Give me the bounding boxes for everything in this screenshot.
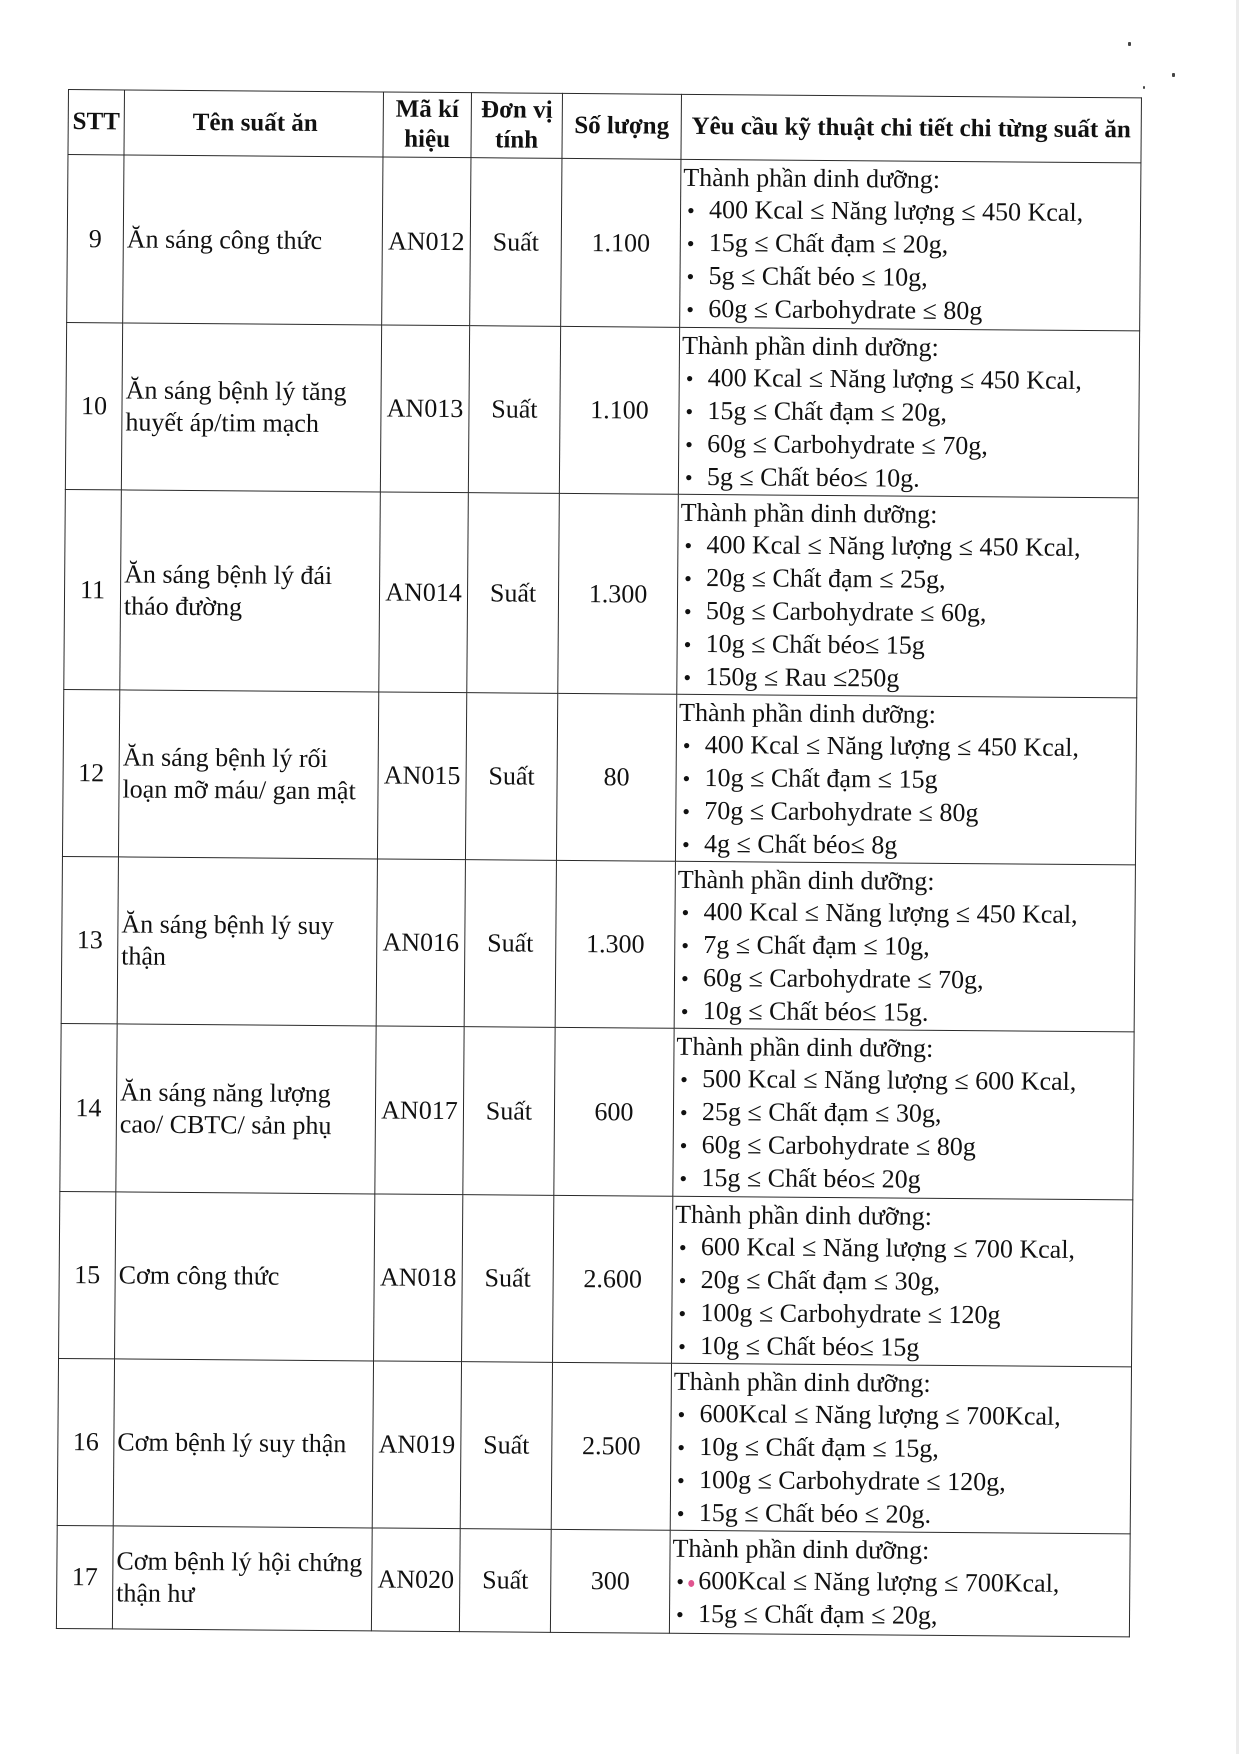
nutrition-spec <box>672 1197 1132 1367</box>
bullet-icon: • <box>678 1333 686 1359</box>
spec-item <box>673 1497 1130 1534</box>
spec-title: Thành phần dinh dưỡng: <box>683 162 941 194</box>
row-unit: Suất <box>460 1362 552 1530</box>
nutrition-spec <box>676 695 1136 865</box>
row-spec <box>677 494 1139 698</box>
row-stt: 17 <box>56 1525 113 1628</box>
row-unit: Suất <box>465 693 557 861</box>
spec-item <box>674 1297 1131 1334</box>
spec-item <box>675 1231 1132 1268</box>
bullet-icon: • <box>684 565 692 591</box>
spec-item <box>677 929 1134 966</box>
row-quantity: 1.100 <box>559 326 679 494</box>
spec-item-text: 50g ≤ Carbohydrate ≤ 60g, <box>705 596 987 628</box>
spec-item-text: 400 Kcal ≤ Năng lượng ≤ 450 Kcal, <box>706 530 1081 562</box>
row-stt: 10 <box>65 322 122 489</box>
spec-item-text: 15g ≤ Chất đạm ≤ 20g, <box>708 228 949 259</box>
spec-item-text: 600Kcal ≤ Năng lượng ≤ 700Kcal, <box>698 1565 1060 1598</box>
spec-item-text: 400 Kcal ≤ Năng lượng ≤ 450 Kcal, <box>703 897 1078 929</box>
spec-title: Thành phần dinh dưỡng: <box>673 1366 931 1398</box>
spec-item <box>678 828 1135 865</box>
table-row <box>60 1023 1134 1199</box>
row-quantity: 1.100 <box>561 158 681 327</box>
bullet-icon: • <box>685 365 694 391</box>
spec-item <box>673 1431 1130 1468</box>
row-stt: 9 <box>67 155 124 323</box>
spec-item <box>679 729 1136 766</box>
spec-item <box>682 293 1139 330</box>
row-code: AN014 <box>379 492 469 693</box>
row-quantity: 600 <box>554 1027 674 1196</box>
meal-spec-table <box>56 89 1142 1637</box>
spec-item <box>683 227 1140 264</box>
spec-item <box>681 428 1138 465</box>
bullet-icon: • <box>683 631 692 657</box>
nutrition-spec <box>670 1531 1130 1635</box>
bullet-icon: • <box>686 197 695 223</box>
bullet-icon: • <box>679 1165 688 1191</box>
bullet-icon: • <box>676 1568 685 1594</box>
spec-item-text: 4g ≤ Chất béo≤ 8g <box>703 829 898 860</box>
spec-item-text: 60g ≤ Carbohydrate ≤ 70g, <box>707 429 988 461</box>
spec-item-text: 15g ≤ Chất béo≤ 20g <box>701 1163 921 1194</box>
row-stt: 12 <box>62 689 119 856</box>
nutrition-spec <box>673 1029 1133 1199</box>
bullet-icon: • <box>679 1132 688 1158</box>
scan-speck <box>1172 73 1175 77</box>
table-row <box>56 1525 1130 1636</box>
bullet-icon: • <box>686 263 695 289</box>
bullet-icon: • <box>686 296 695 322</box>
spec-item <box>679 661 1136 698</box>
spec-item <box>680 529 1137 566</box>
spec-item-text: 70g ≤ Carbohydrate ≤ 80g <box>704 796 979 828</box>
row-spec <box>669 1530 1130 1637</box>
row-unit: Suất <box>464 860 556 1028</box>
spec-item <box>677 896 1134 933</box>
spec-item-text: 60g ≤ Carbohydrate ≤ 80g <box>701 1130 976 1162</box>
row-stt: 16 <box>57 1358 114 1525</box>
table-row <box>65 322 1139 497</box>
row-meal-name: Ăn sáng bệnh lý rối loạn mỡ máu/ gan mật <box>118 690 378 859</box>
spec-item-text: 400 Kcal ≤ Năng lượng ≤ 450 Kcal, <box>707 363 1082 395</box>
spec-title: Thành phần dinh dưỡng: <box>681 330 939 362</box>
row-code: AN016 <box>376 859 465 1027</box>
nutrition-spec <box>677 495 1138 698</box>
spec-item-text: 100g ≤ Carbohydrate ≤ 120g, <box>698 1464 1006 1497</box>
spec-item <box>681 461 1138 498</box>
spec-title: Thành phần dinh dưỡng: <box>679 697 936 729</box>
row-spec <box>674 861 1135 1032</box>
row-spec <box>680 159 1141 331</box>
bullet-icon: • <box>681 932 690 958</box>
spec-item <box>682 260 1139 297</box>
row-meal-name: Cơm công thức <box>115 1192 375 1361</box>
ink-mark-icon <box>688 1579 694 1586</box>
table-row <box>67 155 1141 331</box>
bullet-icon: • <box>682 798 691 824</box>
table-row <box>62 689 1136 864</box>
nutrition-spec <box>680 160 1140 330</box>
bullet-icon: • <box>676 1500 685 1526</box>
spec-item-text: 20g ≤ Chất đạm ≤ 25g, <box>706 563 946 594</box>
header-qty: Số lượng <box>562 93 682 159</box>
spec-item-text: 15g ≤ Chất đạm ≤ 20g, <box>707 396 948 427</box>
bullet-icon: • <box>684 464 693 490</box>
bullet-icon: • <box>682 765 691 791</box>
spec-item <box>672 1565 1129 1602</box>
row-code: AN013 <box>380 325 469 493</box>
spec-item <box>676 1063 1133 1100</box>
row-code: AN020 <box>371 1528 460 1632</box>
table-row <box>59 1191 1133 1366</box>
row-unit: Suất <box>470 158 562 327</box>
row-meal-name: Cơm bệnh lý hội chứng thận hư <box>112 1526 372 1631</box>
bullet-icon: • <box>686 230 695 256</box>
spec-item-text: 25g ≤ Chất đạm ≤ 30g, <box>701 1097 942 1128</box>
row-quantity: 1.300 <box>558 493 679 694</box>
spec-item-text: 400 Kcal ≤ Năng lượng ≤ 450 Kcal, <box>708 195 1084 227</box>
table-row <box>57 1358 1131 1533</box>
row-meal-name: Ăn sáng công thức <box>123 155 383 325</box>
bullet-icon: • <box>683 664 692 690</box>
spec-item <box>680 628 1137 665</box>
spec-item-text: 15g ≤ Chất béo ≤ 20g. <box>698 1497 932 1529</box>
row-unit: Suất <box>459 1529 551 1633</box>
row-stt: 13 <box>61 856 118 1023</box>
spec-item <box>676 1129 1133 1166</box>
spec-item-text: 60g ≤ Carbohydrate ≤ 80g <box>708 294 983 326</box>
spec-item <box>677 995 1134 1032</box>
bullet-icon: • <box>678 1234 687 1260</box>
spec-item-text: 7g ≤ Chất đạm ≤ 10g, <box>703 930 930 961</box>
bullet-icon: • <box>678 1300 687 1326</box>
row-meal-name: Ăn sáng bệnh lý tăng huyết áp/tim mạch <box>121 323 381 492</box>
spec-item <box>681 395 1138 432</box>
spec-item-text: 20g ≤ Chất đạm ≤ 30g, <box>700 1265 941 1296</box>
header-unit: Đơn vị tính <box>471 93 563 159</box>
spec-item-text: 600Kcal ≤ Năng lượng ≤ 700Kcal, <box>699 1399 1061 1431</box>
row-unit: Suất <box>467 493 560 694</box>
bullet-icon: • <box>682 732 691 758</box>
spec-title: Thành phần dinh dưỡng: <box>675 1199 933 1231</box>
row-spec <box>678 327 1139 498</box>
row-quantity: 2.500 <box>551 1362 671 1530</box>
table-header-row <box>68 90 1141 163</box>
spec-item-text: 10g ≤ Chất béo≤ 15g <box>705 629 925 660</box>
spec-item-text: 10g ≤ Chất đạm ≤ 15g <box>704 763 938 794</box>
spec-item <box>673 1464 1130 1501</box>
table-row <box>64 489 1139 697</box>
spec-title: Thành phần dinh dưỡng: <box>676 1031 934 1063</box>
row-quantity: 1.300 <box>555 860 675 1028</box>
bullet-icon: • <box>680 998 689 1024</box>
spec-item <box>680 595 1137 632</box>
nutrition-spec <box>675 862 1135 1032</box>
bullet-icon: • <box>676 1467 685 1493</box>
nutrition-spec <box>679 328 1139 498</box>
bullet-icon: • <box>684 532 693 558</box>
bullet-icon: • <box>677 1434 686 1460</box>
row-quantity: 2.600 <box>553 1195 673 1363</box>
row-quantity: 300 <box>550 1529 670 1633</box>
row-meal-name: Ăn sáng bệnh lý đái tháo đường <box>120 490 381 692</box>
spec-item <box>680 562 1137 599</box>
bullet-icon: • <box>685 431 694 457</box>
bullet-icon: • <box>685 398 694 424</box>
spec-item <box>672 1598 1129 1635</box>
spec-item <box>682 362 1139 399</box>
row-unit: Suất <box>468 326 560 494</box>
header-name: Tên suất ăn <box>124 90 384 157</box>
row-code: AN015 <box>377 692 466 860</box>
bullet-icon: • <box>681 899 690 925</box>
header-stt: STT <box>68 90 125 155</box>
row-unit: Suất <box>463 1027 555 1196</box>
row-meal-name: Ăn sáng năng lượng cao/ CBTC/ sản phụ <box>116 1024 376 1194</box>
spec-item <box>678 795 1135 832</box>
row-spec <box>673 1028 1134 1200</box>
spec-item <box>675 1264 1132 1301</box>
spec-item <box>673 1398 1130 1435</box>
bullet-icon: • <box>675 1601 684 1627</box>
row-code: AN019 <box>372 1361 461 1529</box>
row-code: AN017 <box>375 1026 464 1195</box>
scan-speck <box>1143 86 1145 89</box>
row-quantity: 80 <box>556 693 676 861</box>
spec-item-text: 100g ≤ Carbohydrate ≤ 120g <box>700 1298 1001 1330</box>
spec-item <box>675 1162 1132 1199</box>
spec-item-text: 15g ≤ Chất đạm ≤ 20g, <box>697 1598 938 1630</box>
spec-item-text: 5g ≤ Chất béo ≤ 10g, <box>708 261 928 292</box>
spec-item-text: 10g ≤ Chất béo≤ 15g. <box>702 996 929 1027</box>
spec-item-text: 150g ≤ Rau ≤250g <box>705 662 900 693</box>
bullet-icon: • <box>681 831 690 857</box>
row-meal-name: Ăn sáng bệnh lý suy thận <box>117 857 377 1026</box>
spec-item-text: 400 Kcal ≤ Năng lượng ≤ 450 Kcal, <box>704 730 1080 762</box>
row-meal-name: Cơm bệnh lý suy thận <box>113 1359 373 1528</box>
spec-item <box>674 1330 1131 1367</box>
spec-item <box>678 762 1135 799</box>
spec-item <box>676 1096 1133 1133</box>
spec-item <box>677 962 1134 999</box>
spec-item-text: 60g ≤ Carbohydrate ≤ 70g, <box>702 963 984 995</box>
row-spec <box>672 1196 1133 1367</box>
spec-item <box>683 194 1140 231</box>
spec-item-text: 10g ≤ Chất đạm ≤ 15g, <box>699 1432 939 1463</box>
spec-item-text: 500 Kcal ≤ Năng lượng ≤ 600 Kcal, <box>702 1064 1077 1096</box>
spec-title: Thành phần dinh dưỡng: <box>672 1533 930 1565</box>
table-row <box>61 856 1135 1031</box>
nutrition-spec <box>671 1364 1131 1534</box>
row-stt: 15 <box>59 1191 116 1358</box>
header-code: Mã kí hiệu <box>383 92 472 158</box>
row-code: AN018 <box>374 1194 463 1362</box>
bullet-icon: • <box>680 965 689 991</box>
scan-edge-shadow <box>1236 0 1239 1754</box>
spec-item-text: 10g ≤ Chất béo≤ 15g <box>700 1331 920 1362</box>
row-spec <box>670 1363 1131 1534</box>
row-spec <box>675 694 1136 865</box>
spec-item-text: 600 Kcal ≤ Năng lượng ≤ 700 Kcal, <box>700 1232 1076 1264</box>
spec-title: Thành phần dinh dưỡng: <box>677 864 935 896</box>
scan-speck <box>1128 42 1131 46</box>
bullet-icon: • <box>677 1401 686 1427</box>
row-unit: Suất <box>462 1195 554 1363</box>
bullet-icon: • <box>680 1066 689 1092</box>
header-spec: Yêu cầu kỹ thuật chi tiết chi từng suất ăn <box>681 94 1141 163</box>
row-stt: 11 <box>64 489 122 689</box>
row-code: AN012 <box>382 157 471 326</box>
bullet-icon: • <box>679 1099 688 1125</box>
bullet-icon: • <box>683 598 692 624</box>
spec-title: Thành phần dinh dưỡng: <box>680 497 938 529</box>
table-body <box>56 155 1141 1637</box>
spec-item-text: 5g ≤ Chất béo≤ 10g. <box>706 462 920 493</box>
row-stt: 14 <box>60 1023 117 1191</box>
bullet-icon: • <box>678 1267 687 1293</box>
